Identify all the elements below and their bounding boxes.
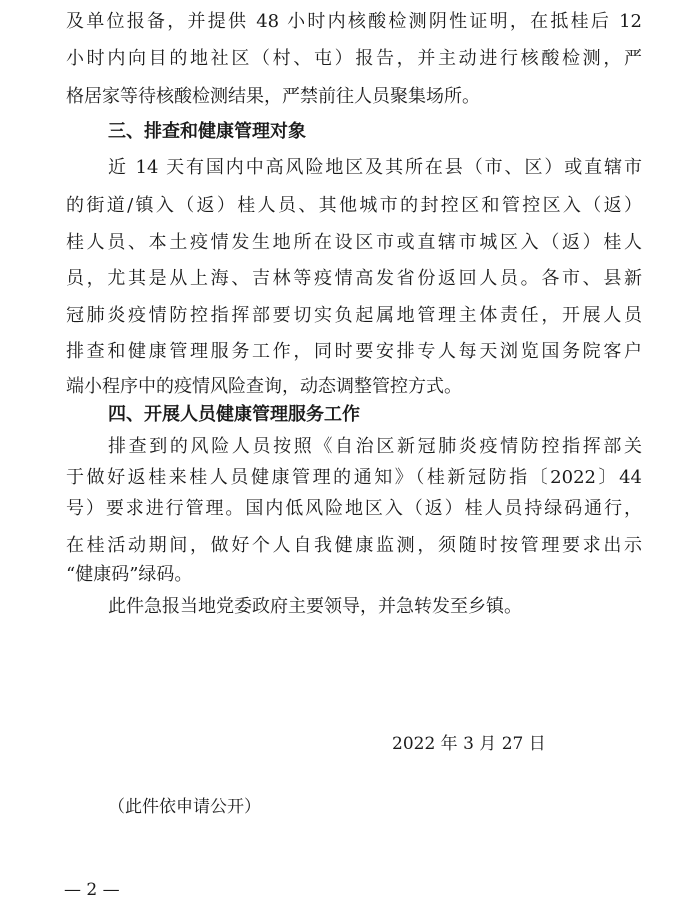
paragraph-line: 员，尤其是从上海、吉林等疫情高发省份返回人员。各市、县新 <box>66 268 642 289</box>
paragraph-line: “健康码”绿码。 <box>66 564 193 585</box>
paragraph-line: 号）要求进行管理。国内低风险地区入（返）桂人员持绿码通行， <box>66 498 642 519</box>
paragraph-line: 小时内向目的地社区（村、屯）报告，并主动进行核酸检测，严 <box>66 48 642 69</box>
paragraph-line: 于做好返桂来桂人员健康管理的通知》（桂新冠防指〔2022〕44 <box>66 467 642 488</box>
paragraph-line: 的街道/镇入（返）桂人员、其他城市的封控区和管控区入（返） <box>66 195 642 216</box>
document-date: 2022 年 3 月 27 日 <box>392 734 546 754</box>
section-heading-4: 四、开展人员健康管理服务工作 <box>108 404 360 425</box>
paragraph-line: 端小程序中的疫情风险查询，动态调整管控方式。 <box>66 376 462 397</box>
paragraph-line: 桂人员、本土疫情发生地所在设区市或直辖市城区入（返）桂人 <box>66 232 642 253</box>
page-number: — 2 — <box>64 880 120 900</box>
paragraph-line: 冠肺炎疫情防控指挥部要切实负起属地管理主体责任，开展人员 <box>66 305 642 326</box>
paragraph-line: 格居家等待核酸检测结果，严禁前往人员聚集场所。 <box>66 86 480 107</box>
paragraph-line: 排查和健康管理服务工作，同时要安排专人每天浏览国务院客户 <box>66 341 642 362</box>
paragraph-line: 在桂活动期间，做好个人自我健康监测，须随时按管理要求出示 <box>66 535 642 556</box>
paragraph-line: 近 14 天有国内中高风险地区及其所在县（市、区）或直辖市 <box>108 157 642 178</box>
closing-paragraph: 此件急报当地党委政府主要领导，并急转发至乡镇。 <box>108 596 522 617</box>
paragraph-line: 及单位报备，并提供 48 小时内核酸检测阴性证明，在抵桂后 12 <box>66 11 642 32</box>
section-heading-3: 三、排查和健康管理对象 <box>108 121 306 142</box>
disclosure-note: （此件依申请公开） <box>108 797 261 817</box>
paragraph-line: 排查到的风险人员按照《自治区新冠肺炎疫情防控指挥部关 <box>108 436 642 457</box>
